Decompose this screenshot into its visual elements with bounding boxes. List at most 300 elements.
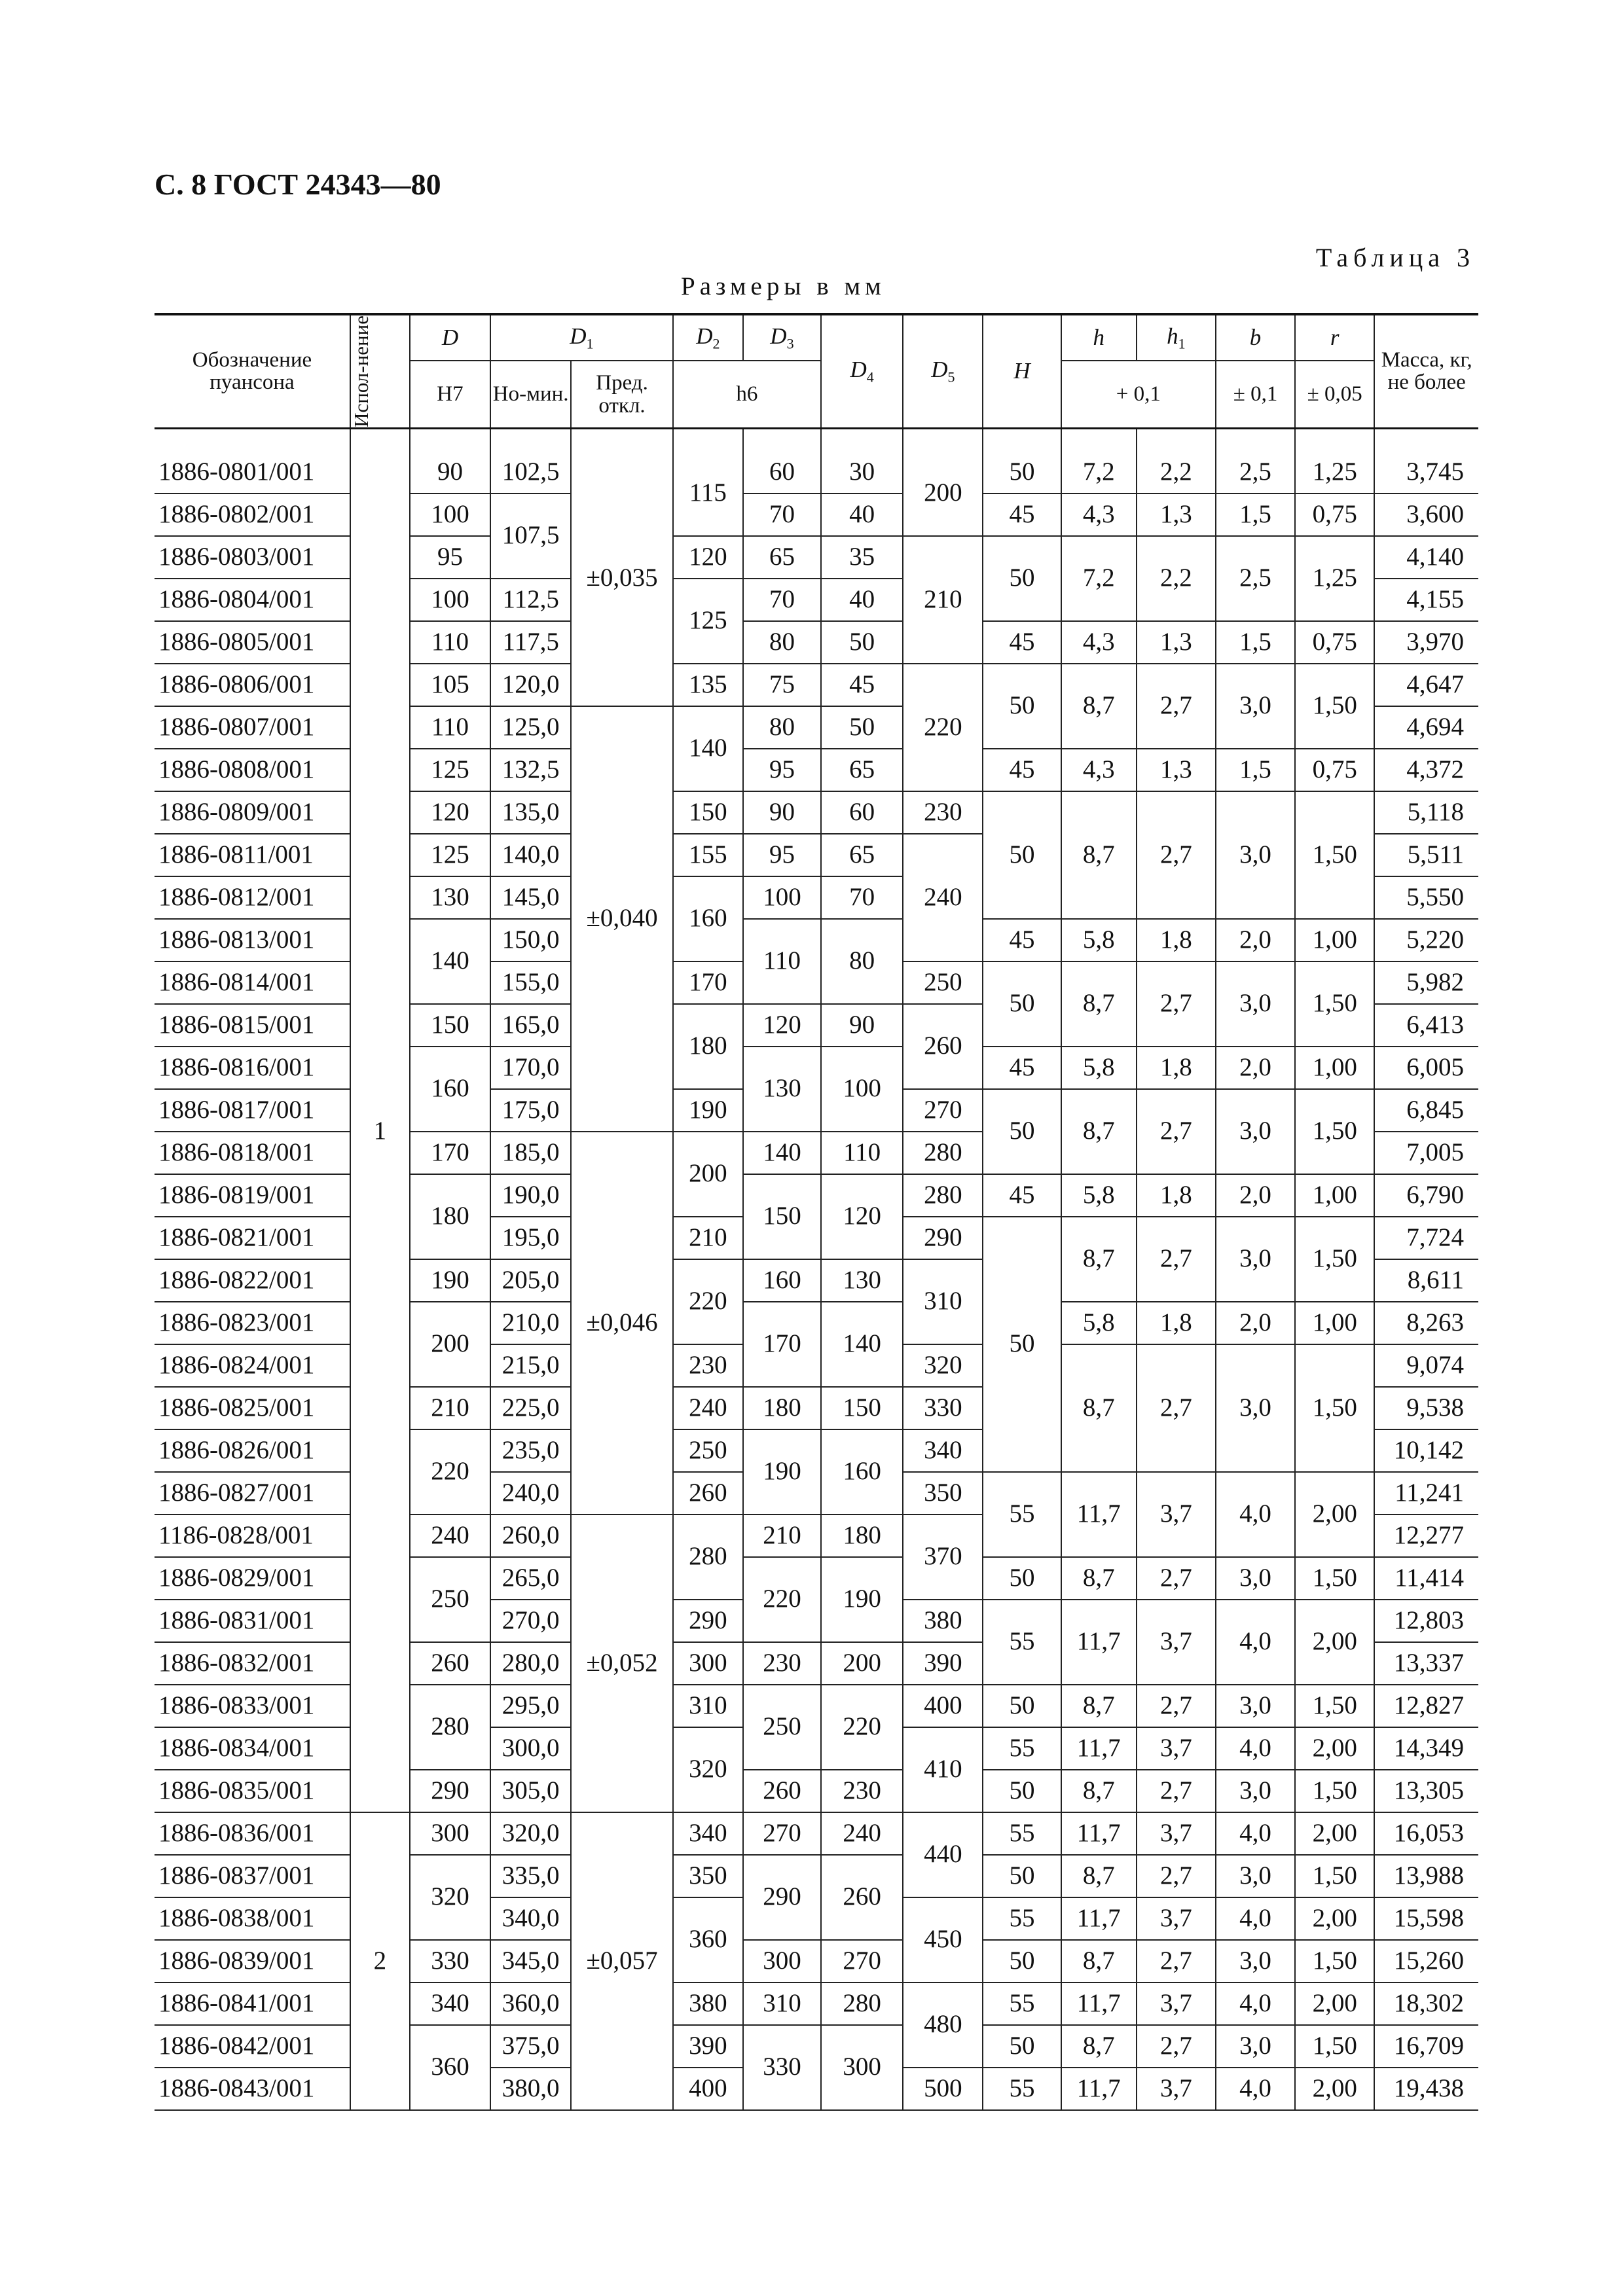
cell-h1: 2,7: [1137, 2025, 1216, 2068]
spacer-cell: [410, 428, 490, 452]
cell-h: 8,7: [1061, 1089, 1137, 1174]
cell-d1-nom: 135,0: [490, 791, 571, 834]
cell-mass: 6,790: [1374, 1174, 1478, 1217]
cell-designation: 1886-0832/001: [155, 1642, 350, 1685]
cell-h1: 2,7: [1137, 1217, 1216, 1302]
cell-d2: 250: [673, 1429, 743, 1472]
cell-d1-nom: 205,0: [490, 1259, 571, 1302]
cell-r: 1,50: [1295, 1217, 1374, 1302]
cell-mass: 8,263: [1374, 1302, 1478, 1344]
table-row: [155, 1812, 1478, 1855]
cell-d1-nom: 360,0: [490, 1982, 571, 2025]
col-d-tol: H7: [410, 361, 490, 428]
cell-d: 140: [410, 919, 490, 1004]
cell-d5: 480: [903, 1982, 983, 2068]
spacer-cell: [155, 428, 350, 452]
cell-d1-nom: 335,0: [490, 1855, 571, 1897]
cell-d3: 330: [743, 2025, 821, 2110]
cell-d1-nom: 280,0: [490, 1642, 571, 1685]
cell-b: 3,0: [1216, 664, 1295, 749]
cell-d: 90: [410, 452, 490, 493]
col-designation: Обозначение пуансона: [155, 314, 350, 428]
col-d1-label: D: [570, 323, 587, 349]
cell-d: 260: [410, 1642, 490, 1685]
cell-d3: 300: [743, 1940, 821, 1982]
cell-h1: 2,7: [1137, 1940, 1216, 1982]
cell-b: 3,0: [1216, 1557, 1295, 1600]
cell-designation: 1886-0802/001: [155, 493, 350, 536]
cell-h: 11,7: [1061, 1897, 1137, 1940]
cell-r: 1,50: [1295, 1685, 1374, 1727]
col-b-tol: ± 0,1: [1216, 361, 1295, 428]
cell-mass: 4,647: [1374, 664, 1478, 706]
cell-h1: 2,2: [1137, 536, 1216, 621]
cell-mass: 12,803: [1374, 1600, 1478, 1642]
cell-r: 1,50: [1295, 1940, 1374, 1982]
cell-r: 1,00: [1295, 919, 1374, 961]
col-d3-sub: 3: [786, 335, 794, 352]
col-d1-dev: Пред. откл.: [571, 361, 673, 428]
cell-h1: 1,8: [1137, 1302, 1216, 1344]
cell-h: 11,7: [1061, 1472, 1137, 1557]
cell-mass: 3,745: [1374, 452, 1478, 493]
col-d5: [903, 314, 983, 428]
cell-h: 4,3: [1061, 621, 1137, 664]
cell-d1-nom: 265,0: [490, 1557, 571, 1600]
cell-b: 4,0: [1216, 1472, 1295, 1557]
cell-d2: 360: [673, 1897, 743, 1982]
cell-h: 11,7: [1061, 1727, 1137, 1770]
cell-designation: 1886-0815/001: [155, 1004, 350, 1047]
cell-d2: 210: [673, 1217, 743, 1259]
cell-designation: 1886-0807/001: [155, 706, 350, 749]
cell-mass: 6,845: [1374, 1089, 1478, 1132]
cell-H: 50: [983, 1089, 1061, 1174]
cell-designation: 1886-0837/001: [155, 1855, 350, 1897]
col-b: [1216, 314, 1295, 361]
cell-d5: 320: [903, 1344, 983, 1387]
cell-d1-dev: ±0,046: [571, 1132, 673, 1515]
cell-H: 55: [983, 2068, 1061, 2110]
col-H-label: H: [1013, 358, 1030, 384]
cell-h: 8,7: [1061, 1557, 1137, 1600]
cell-h1: 2,7: [1137, 1770, 1216, 1812]
cell-r: 1,50: [1295, 791, 1374, 919]
cell-d4: 40: [821, 579, 903, 621]
cell-d3: 190: [743, 1429, 821, 1515]
cell-h1: 3,7: [1137, 1897, 1216, 1940]
cell-d5: 220: [903, 664, 983, 791]
cell-d1-nom: 320,0: [490, 1812, 571, 1855]
cell-b: 4,0: [1216, 1812, 1295, 1855]
cell-b: 4,0: [1216, 1897, 1295, 1940]
cell-d2: 125: [673, 579, 743, 664]
cell-r: 1,25: [1295, 536, 1374, 621]
col-d2-label: D: [696, 323, 713, 349]
cell-mass: 3,600: [1374, 493, 1478, 536]
cell-b: 2,0: [1216, 1302, 1295, 1344]
cell-d1-nom: 170,0: [490, 1047, 571, 1089]
cell-H: 50: [983, 452, 1061, 493]
cell-designation: 1886-0813/001: [155, 919, 350, 961]
cell-d3: 100: [743, 876, 821, 919]
cell-d: 105: [410, 664, 490, 706]
cell-H: 45: [983, 621, 1061, 664]
cell-r: 1,50: [1295, 1344, 1374, 1472]
col-d: [410, 314, 490, 361]
cell-d4: 150: [821, 1387, 903, 1429]
cell-d4: 160: [821, 1429, 903, 1515]
cell-h: 4,3: [1061, 493, 1137, 536]
cell-d: 240: [410, 1515, 490, 1557]
cell-r: 0,75: [1295, 749, 1374, 791]
cell-d3: 310: [743, 1982, 821, 2025]
cell-b: 3,0: [1216, 961, 1295, 1047]
cell-h1: 3,7: [1137, 1982, 1216, 2025]
cell-H: 55: [983, 1897, 1061, 1940]
cell-d4: 100: [821, 1047, 903, 1132]
cell-h: 8,7: [1061, 664, 1137, 749]
cell-H: 50: [983, 961, 1061, 1047]
cell-d: 100: [410, 493, 490, 536]
cell-d5: 440: [903, 1812, 983, 1897]
cell-d4: 50: [821, 706, 903, 749]
cell-r: 1,50: [1295, 1770, 1374, 1812]
cell-d4: 90: [821, 1004, 903, 1047]
cell-h1: 1,8: [1137, 1174, 1216, 1217]
col-b-label: b: [1249, 324, 1262, 350]
col-d5-label: D: [931, 357, 948, 383]
cell-d4: 300: [821, 2025, 903, 2110]
cell-mass: 14,349: [1374, 1727, 1478, 1770]
cell-h: 5,8: [1061, 919, 1137, 961]
cell-d1-dev: ±0,035: [571, 452, 673, 706]
cell-designation: 1886-0833/001: [155, 1685, 350, 1727]
cell-d: 180: [410, 1174, 490, 1259]
cell-h1: 2,7: [1137, 1344, 1216, 1472]
cell-mass: 9,074: [1374, 1344, 1478, 1387]
cell-d2: 140: [673, 706, 743, 791]
cell-d5: 410: [903, 1727, 983, 1812]
cell-d3: 250: [743, 1685, 821, 1770]
cell-designation: 1886-0843/001: [155, 2068, 350, 2110]
cell-h1: 3,7: [1137, 1812, 1216, 1855]
cell-d5: 250: [903, 961, 983, 1004]
cell-d1-nom: 125,0: [490, 706, 571, 749]
cell-h1: 2,2: [1137, 452, 1216, 493]
cell-d2: 200: [673, 1132, 743, 1217]
cell-d1-nom: 215,0: [490, 1344, 571, 1387]
cell-d2: 220: [673, 1259, 743, 1344]
cell-designation: 1886-0822/001: [155, 1259, 350, 1302]
cell-b: 3,0: [1216, 1344, 1295, 1472]
cell-d1-nom: 145,0: [490, 876, 571, 919]
cell-r: 2,00: [1295, 1812, 1374, 1855]
cell-h: 8,7: [1061, 1940, 1137, 1982]
spacer-cell: [490, 428, 571, 452]
cell-d1-nom: 235,0: [490, 1429, 571, 1472]
cell-d4: 65: [821, 834, 903, 876]
cell-d2: 190: [673, 1089, 743, 1132]
cell-d3: 75: [743, 664, 821, 706]
col-d23-tol: h6: [673, 361, 821, 428]
cell-d4: 50: [821, 621, 903, 664]
cell-d: 280: [410, 1685, 490, 1770]
cell-d4: 30: [821, 452, 903, 493]
cell-h1: 2,7: [1137, 961, 1216, 1047]
cell-designation: 1886-0831/001: [155, 1600, 350, 1642]
cell-H: 55: [983, 1600, 1061, 1685]
cell-d4: 110: [821, 1132, 903, 1174]
cell-d: 320: [410, 1855, 490, 1940]
cell-d1-nom: 260,0: [490, 1515, 571, 1557]
col-h: [1061, 314, 1137, 361]
cell-designation: 1886-0808/001: [155, 749, 350, 791]
cell-designation: 1886-0804/001: [155, 579, 350, 621]
cell-d2: 280: [673, 1515, 743, 1600]
cell-h: 8,7: [1061, 961, 1137, 1047]
cell-b: 2,0: [1216, 919, 1295, 961]
cell-d1-nom: 195,0: [490, 1217, 571, 1259]
cell-d5: 280: [903, 1132, 983, 1174]
cell-H: 50: [983, 1685, 1061, 1727]
cell-d4: 80: [821, 919, 903, 1004]
cell-h1: 2,7: [1137, 1685, 1216, 1727]
cell-d: 190: [410, 1259, 490, 1302]
cell-mass: 18,302: [1374, 1982, 1478, 2025]
cell-h1: 3,7: [1137, 1727, 1216, 1770]
cell-h: 11,7: [1061, 1600, 1137, 1685]
cell-d1-dev: ±0,052: [571, 1515, 673, 1812]
cell-d5: 340: [903, 1429, 983, 1472]
cell-d3: 170: [743, 1302, 821, 1387]
cell-h: 8,7: [1061, 1770, 1137, 1812]
cell-d2: 340: [673, 1812, 743, 1855]
col-version: [350, 314, 410, 428]
cell-d2: 310: [673, 1685, 743, 1727]
cell-r: 0,75: [1295, 621, 1374, 664]
units-caption: Размеры в мм: [681, 272, 886, 300]
cell-mass: 7,724: [1374, 1217, 1478, 1259]
cell-d4: 140: [821, 1302, 903, 1387]
cell-mass: 11,414: [1374, 1557, 1478, 1600]
cell-d1-nom: 190,0: [490, 1174, 571, 1217]
cell-H: 50: [983, 1940, 1061, 1982]
cell-d4: 130: [821, 1259, 903, 1302]
col-d-label: D: [441, 324, 459, 350]
cell-d: 110: [410, 706, 490, 749]
cell-designation: 1886-0819/001: [155, 1174, 350, 1217]
cell-H: 45: [983, 493, 1061, 536]
cell-r: 2,00: [1295, 1472, 1374, 1557]
cell-h: 11,7: [1061, 1982, 1137, 2025]
cell-d4: 200: [821, 1642, 903, 1685]
cell-mass: 10,142: [1374, 1429, 1478, 1472]
cell-d3: 220: [743, 1557, 821, 1642]
cell-d3: 65: [743, 536, 821, 579]
cell-d2: 115: [673, 452, 743, 536]
cell-b: 3,0: [1216, 1089, 1295, 1174]
cell-H: 50: [983, 536, 1061, 621]
cell-d2: 390: [673, 2025, 743, 2068]
cell-H: 50: [983, 1557, 1061, 1600]
cell-r: 2,00: [1295, 1600, 1374, 1685]
cell-d4: 60: [821, 791, 903, 834]
cell-d5: 290: [903, 1217, 983, 1259]
spacer-cell: [571, 428, 673, 452]
cell-r: 1,00: [1295, 1174, 1374, 1217]
cell-d1-nom: 175,0: [490, 1089, 571, 1132]
cell-d2: 155: [673, 834, 743, 876]
cell-d2: 135: [673, 664, 743, 706]
cell-d1-nom: 120,0: [490, 664, 571, 706]
cell-d3: 80: [743, 706, 821, 749]
spacer-cell: [1216, 428, 1295, 452]
cell-designation: 1886-0811/001: [155, 834, 350, 876]
cell-b: 4,0: [1216, 1600, 1295, 1685]
cell-d: 290: [410, 1770, 490, 1812]
cell-d: 250: [410, 1557, 490, 1642]
cell-d2: 320: [673, 1727, 743, 1812]
cell-d3: 150: [743, 1174, 821, 1259]
cell-version: 1: [350, 452, 410, 1812]
cell-H: 45: [983, 1047, 1061, 1089]
cell-d4: 220: [821, 1685, 903, 1770]
cell-h: 8,7: [1061, 1217, 1137, 1302]
cell-d: 160: [410, 1047, 490, 1132]
cell-d: 170: [410, 1132, 490, 1174]
cell-d4: 180: [821, 1515, 903, 1557]
col-r-label: r: [1330, 324, 1340, 350]
cell-d2: 150: [673, 791, 743, 834]
col-d4-label: D: [850, 357, 867, 383]
cell-designation: 1886-0829/001: [155, 1557, 350, 1600]
cell-d5: 210: [903, 536, 983, 664]
cell-h: 8,7: [1061, 1855, 1137, 1897]
cell-h: 8,7: [1061, 2025, 1137, 2068]
cell-d2: 230: [673, 1344, 743, 1387]
cell-h: 8,7: [1061, 1685, 1137, 1727]
cell-d1-nom: 375,0: [490, 2025, 571, 2068]
cell-mass: 12,827: [1374, 1685, 1478, 1727]
cell-d: 210: [410, 1387, 490, 1429]
cell-h: 5,8: [1061, 1047, 1137, 1089]
col-d4: [821, 314, 903, 428]
cell-H: 50: [983, 664, 1061, 749]
cell-d5: 310: [903, 1259, 983, 1344]
cell-mass: 5,550: [1374, 876, 1478, 919]
cell-d5: 400: [903, 1685, 983, 1727]
cell-h: 8,7: [1061, 1344, 1137, 1472]
table-body: [155, 428, 1478, 2110]
cell-d: 100: [410, 579, 490, 621]
cell-designation: 1886-0842/001: [155, 2025, 350, 2068]
cell-d5: 370: [903, 1515, 983, 1600]
cell-designation: 1886-0809/001: [155, 791, 350, 834]
cell-d4: 260: [821, 1855, 903, 1940]
cell-h1: 1,8: [1137, 1047, 1216, 1089]
cell-H: 55: [983, 1812, 1061, 1855]
cell-r: 1,50: [1295, 1089, 1374, 1174]
cell-mass: 13,988: [1374, 1855, 1478, 1897]
cell-d3: 260: [743, 1770, 821, 1812]
cell-d2: 180: [673, 1004, 743, 1089]
cell-mass: 4,694: [1374, 706, 1478, 749]
cell-d3: 290: [743, 1855, 821, 1940]
cell-d: 130: [410, 876, 490, 919]
cell-mass: 7,005: [1374, 1132, 1478, 1174]
cell-mass: 9,538: [1374, 1387, 1478, 1429]
cell-H: 55: [983, 1727, 1061, 1770]
cell-h1: 2,7: [1137, 1089, 1216, 1174]
cell-h1: 3,7: [1137, 1472, 1216, 1557]
cell-b: 4,0: [1216, 1982, 1295, 2025]
cell-designation: 1886-0823/001: [155, 1302, 350, 1344]
col-d3-label: D: [770, 323, 787, 349]
cell-d4: 270: [821, 1940, 903, 1982]
col-d3: [743, 314, 821, 361]
cell-b: 1,5: [1216, 749, 1295, 791]
cell-r: 1,00: [1295, 1047, 1374, 1089]
cell-d: 120: [410, 791, 490, 834]
cell-r: 0,75: [1295, 493, 1374, 536]
cell-H: 50: [983, 2025, 1061, 2068]
cell-b: 3,0: [1216, 1940, 1295, 1982]
cell-h1: 1,3: [1137, 493, 1216, 536]
cell-d3: 95: [743, 834, 821, 876]
cell-designation: 1886-0834/001: [155, 1727, 350, 1770]
col-r-tol: ± 0,05: [1295, 361, 1374, 428]
spacer-cell: [1061, 428, 1137, 452]
cell-d: 220: [410, 1429, 490, 1515]
cell-mass: 13,305: [1374, 1770, 1478, 1812]
cell-b: 1,5: [1216, 493, 1295, 536]
cell-h1: 3,7: [1137, 2068, 1216, 2110]
spacer-cell: [1137, 428, 1216, 452]
cell-d1-nom: 117,5: [490, 621, 571, 664]
cell-mass: 4,155: [1374, 579, 1478, 621]
cell-d5: 500: [903, 2068, 983, 2110]
cell-d5: 270: [903, 1089, 983, 1132]
cell-mass: 16,053: [1374, 1812, 1478, 1855]
cell-d3: 210: [743, 1515, 821, 1557]
cell-d2: 160: [673, 876, 743, 961]
cell-mass: 5,220: [1374, 919, 1478, 961]
cell-designation: 1886-0806/001: [155, 664, 350, 706]
cell-d: 330: [410, 1940, 490, 1982]
cell-h1: 2,7: [1137, 664, 1216, 749]
cell-mass: 4,140: [1374, 536, 1478, 579]
cell-d: 125: [410, 834, 490, 876]
cell-r: 1,50: [1295, 961, 1374, 1047]
cell-designation: 1886-0825/001: [155, 1387, 350, 1429]
cell-d1-nom: 345,0: [490, 1940, 571, 1982]
cell-d: 200: [410, 1302, 490, 1387]
cell-H: 55: [983, 1472, 1061, 1557]
cell-d4: 65: [821, 749, 903, 791]
cell-d3: 110: [743, 919, 821, 1004]
cell-r: 1,50: [1295, 1557, 1374, 1600]
cell-h: 4,3: [1061, 749, 1137, 791]
cell-H: 45: [983, 1174, 1061, 1217]
cell-designation: 1886-0803/001: [155, 536, 350, 579]
cell-b: 2,0: [1216, 1047, 1295, 1089]
cell-h: 11,7: [1061, 2068, 1137, 2110]
cell-d5: 230: [903, 791, 983, 834]
cell-b: 3,0: [1216, 1855, 1295, 1897]
cell-h: 8,7: [1061, 791, 1137, 919]
cell-h1: 2,7: [1137, 791, 1216, 919]
